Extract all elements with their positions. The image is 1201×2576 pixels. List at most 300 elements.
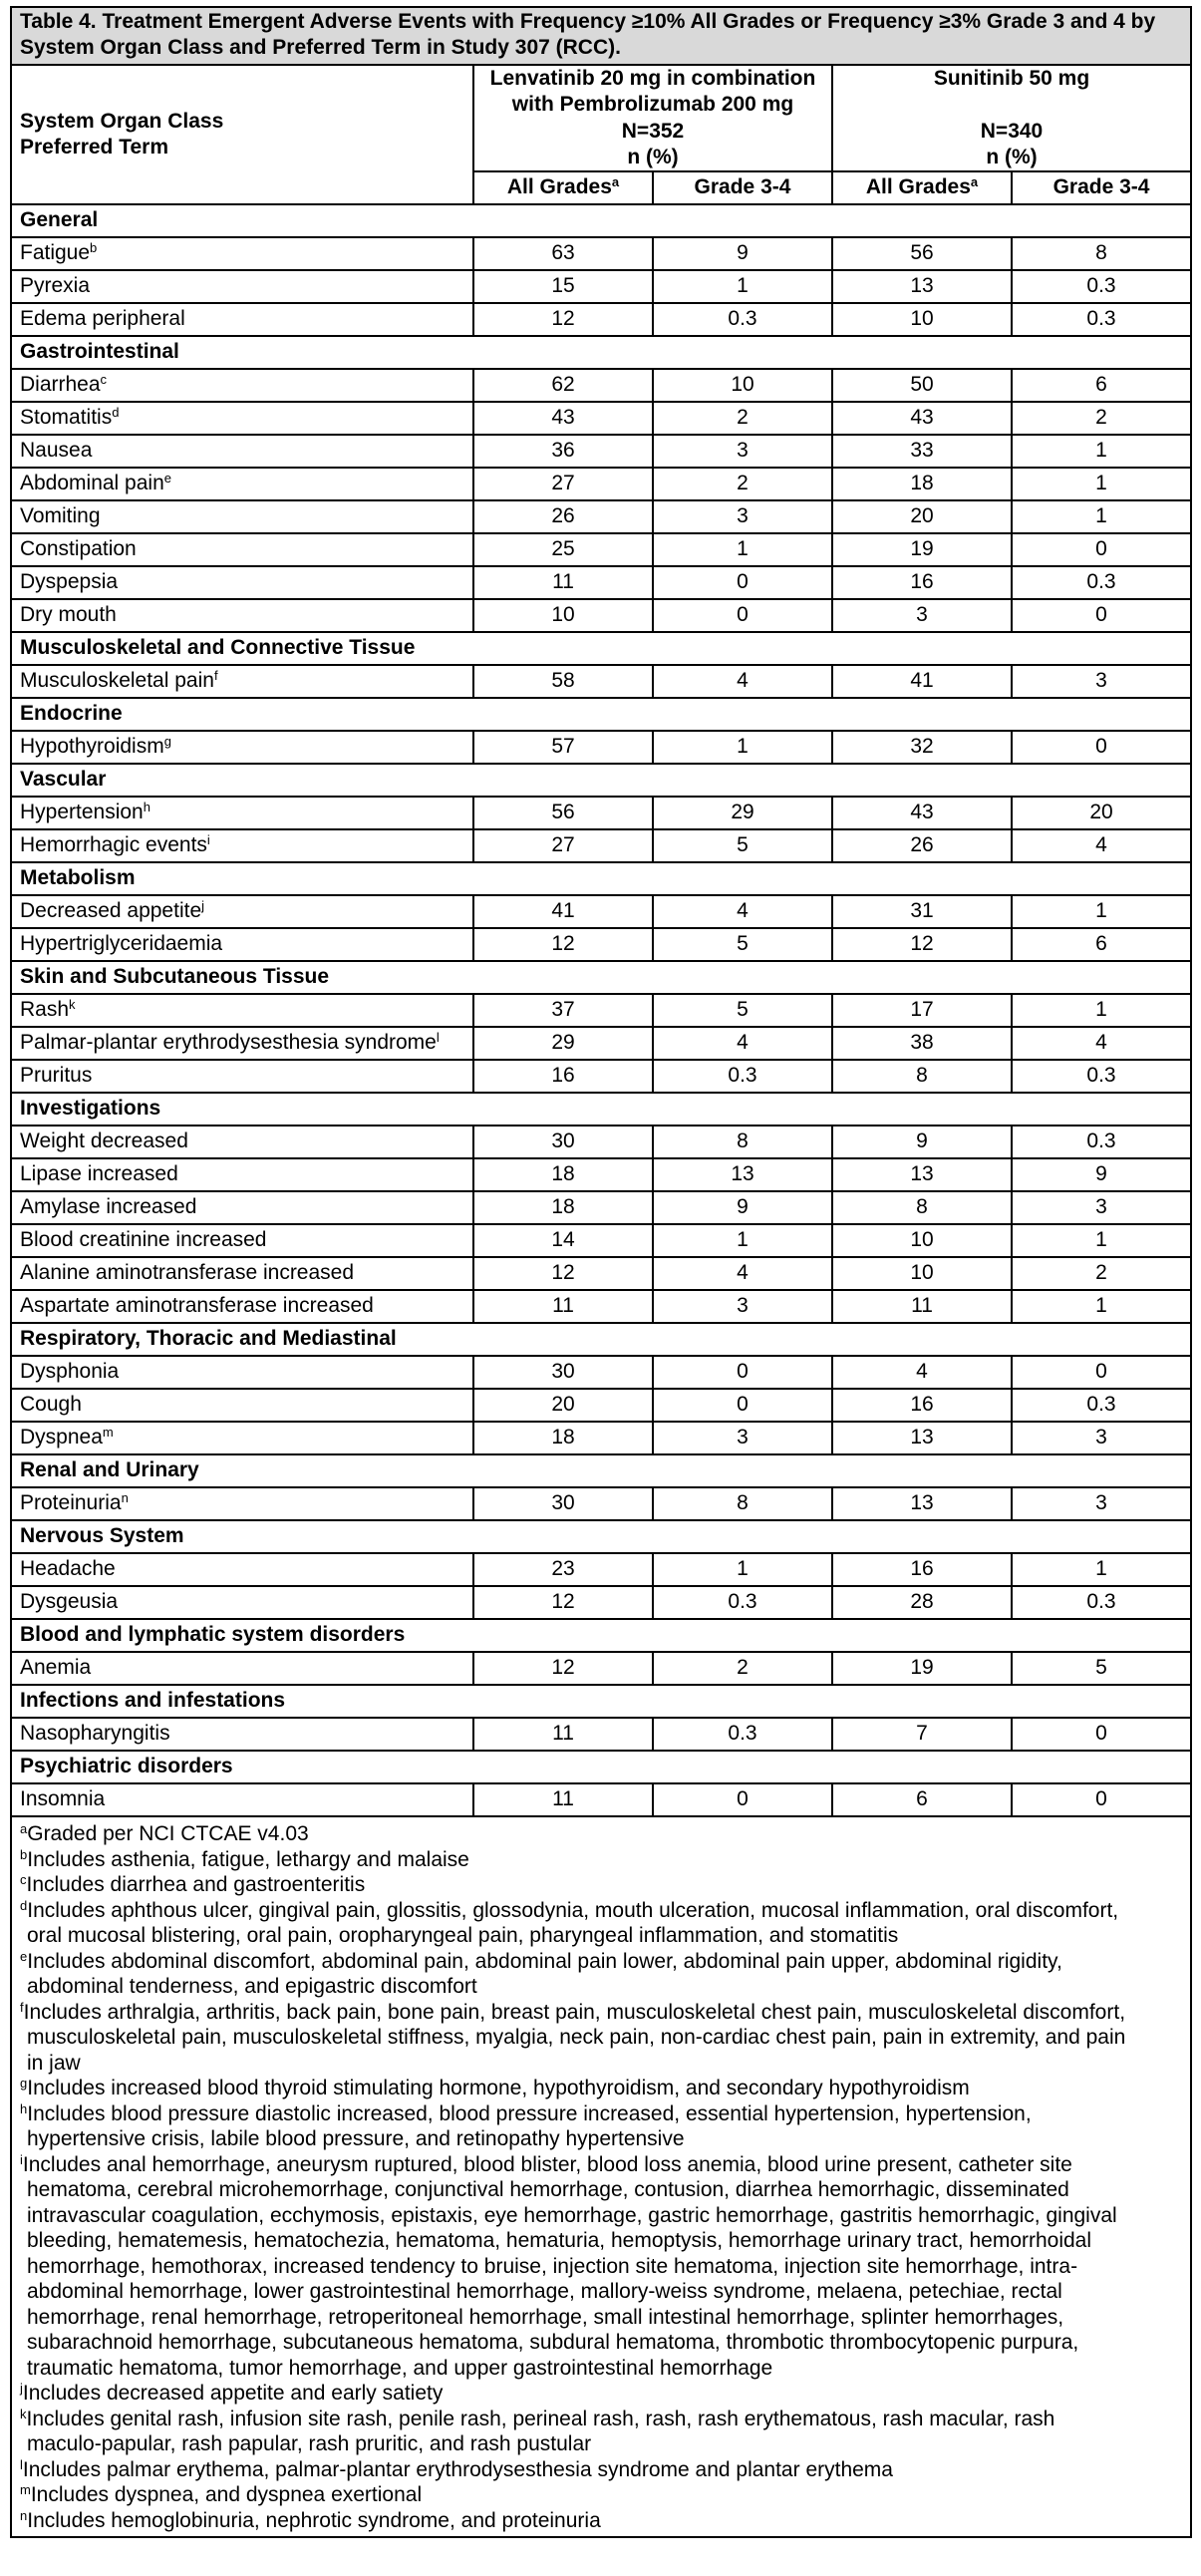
lenvatinib-all-grades-cell: 30	[473, 1356, 653, 1389]
term-column-header	[11, 65, 473, 204]
footnote-text: Includes blood pressure diastolic increased, blood pressure increased, essential hypertension, hypertension,	[27, 2101, 1032, 2125]
preferred-term-cell	[11, 566, 473, 599]
sunitinib-all-grades-cell: 32	[832, 731, 1012, 764]
sunitinib-grade34-cell: 1	[1012, 500, 1191, 533]
preferred-term-cell	[11, 1027, 473, 1060]
footnote-line	[20, 1898, 1182, 1924]
preferred-term: Stomatitis	[20, 406, 113, 430]
footnote-line	[20, 2000, 1182, 2026]
preferred-term: Lipase increased	[20, 1162, 178, 1186]
lenvatinib-grade34-cell: 1	[653, 731, 832, 764]
preferred-term: Fatigue	[20, 241, 91, 265]
footnote	[20, 2000, 1182, 2077]
lenvatinib-grade34-cell: 0.3	[653, 1586, 832, 1619]
table-row	[11, 468, 1191, 500]
preferred-term-cell	[11, 1553, 473, 1586]
footnote-text: Graded per NCI CTCAE v4.03	[27, 1822, 309, 1846]
lenvatinib-all-grades-cell: 56	[473, 797, 653, 829]
footnote	[20, 1949, 1182, 2000]
sunitinib-grade34-cell: 6	[1012, 928, 1191, 961]
footnote-line	[20, 2101, 1182, 2127]
preferred-term: Hemorrhagic events	[20, 833, 207, 857]
soc-row	[11, 632, 1191, 665]
footnote-text: Includes palmar erythema, palmar-plantar erythrodysesthesia syndrome and plantar erythema	[22, 2457, 893, 2481]
footnote-tag: c	[20, 1872, 27, 1888]
sunitinib-all-grades-cell: 38	[832, 1027, 1012, 1060]
table-row	[11, 829, 1191, 862]
sunitinib-all-grades-cell: 18	[832, 468, 1012, 500]
sunitinib-all-grades-cell: 8	[832, 1191, 1012, 1224]
sunitinib-grade34-cell: 1	[1012, 994, 1191, 1027]
preferred-term: Diarrhea	[20, 373, 101, 397]
footnote-marker: j	[201, 898, 205, 914]
lenvatinib-all-grades-cell: 12	[473, 303, 653, 336]
footnote-text: Includes hemoglobinuria, nephrotic syndrome, and proteinuria	[27, 2508, 601, 2532]
sunitinib-grade34-cell: 1	[1012, 1553, 1191, 1586]
table-row	[11, 566, 1191, 599]
lenvatinib-grade34-cell: 3	[653, 435, 832, 468]
sunitinib-all-grades-cell: 17	[832, 994, 1012, 1027]
lenvatinib-all-grades-cell: 29	[473, 1027, 653, 1060]
lenvatinib-all-grades-cell: 58	[473, 665, 653, 698]
footnote-tag: l	[20, 2456, 23, 2472]
footnote-marker: e	[163, 471, 171, 486]
lenvatinib-grade34-cell: 3	[653, 500, 832, 533]
lenvatinib-all-grades-cell: 12	[473, 1586, 653, 1619]
footnote-marker: i	[206, 832, 210, 848]
footnote-marker: m	[102, 1425, 114, 1441]
footnote-line	[20, 2381, 1182, 2407]
sunitinib-all-grades-cell: 12	[832, 928, 1012, 961]
lenvatinib-all-grades-cell: 12	[473, 1652, 653, 1685]
preferred-term-cell	[11, 1586, 473, 1619]
footnote-marker: c	[100, 372, 108, 388]
soc-heading: Psychiatric disorders	[11, 1751, 1191, 1783]
footnote-text: bleeding, hematemesis, hematochezia, hematoma, hematuria, hemoptysis, hemorrhage urinary tract, hemorrhoidal	[27, 2229, 1092, 2253]
table-row	[11, 237, 1191, 270]
footnote-marker: n	[121, 1490, 129, 1506]
table-row	[11, 994, 1191, 1027]
footnote	[20, 2407, 1182, 2457]
footnote-line	[20, 2228, 1182, 2254]
footnote-line	[20, 1821, 1182, 1847]
preferred-term: Anemia	[20, 1656, 92, 1680]
preferred-term-cell	[11, 303, 473, 336]
lenvatinib-grade34-cell: 5	[653, 829, 832, 862]
preferred-term-cell	[11, 599, 473, 632]
sunitinib-grade34-cell: 3	[1012, 665, 1191, 698]
sunitinib-all-grades-cell: 13	[832, 1158, 1012, 1191]
sunitinib-all-grades-cell: 16	[832, 566, 1012, 599]
sunitinib-grade34-cell: 0	[1012, 1783, 1191, 1816]
footnote-text: Includes aphthous ulcer, gingival pain, glossitis, glossodynia, mouth ulceration, mucosal inflammation, oral discomfort,	[27, 1898, 1119, 1922]
soc-row	[11, 961, 1191, 994]
soc-row	[11, 1454, 1191, 1487]
preferred-term: Musculoskeletal pain	[20, 669, 214, 693]
sunitinib-grade34-cell: 20	[1012, 797, 1191, 829]
preferred-term-cell	[11, 1257, 473, 1290]
preferred-term: Dyspnea	[20, 1426, 103, 1449]
footnote-text: Includes arthralgia, arthritis, back pain, bone pain, breast pain, musculoskeletal chest pain, musculoskeletal discomfort,	[23, 2000, 1126, 2024]
lenvatinib-grade34-cell: 1	[653, 1553, 832, 1586]
footnote	[20, 1821, 1182, 1847]
preferred-term-cell	[11, 1389, 473, 1422]
table-row	[11, 797, 1191, 829]
lenvatinib-grade34-cell: 0	[653, 599, 832, 632]
sunitinib-grade34-cell: 8	[1012, 237, 1191, 270]
soc-heading: Infections and infestations	[11, 1685, 1191, 1718]
sunitinib-all-grades-cell: 8	[832, 1060, 1012, 1093]
lenvatinib-grade34-cell: 2	[653, 468, 832, 500]
table-row	[11, 1224, 1191, 1257]
footnote-tag: d	[20, 1897, 28, 1913]
footnote-line	[20, 2305, 1182, 2331]
preferred-term: Alanine aminotransferase increased	[20, 1261, 355, 1285]
sunitinib-grade34-cell: 0	[1012, 1356, 1191, 1389]
footnote-tag: h	[20, 2100, 28, 2116]
table-row	[11, 1652, 1191, 1685]
footnote	[20, 1872, 1182, 1898]
sunitinib-all-grades-cell: 43	[832, 402, 1012, 435]
table-row	[11, 1191, 1191, 1224]
lenvatinib-grade34-cell: 2	[653, 1652, 832, 1685]
soc-heading: Gastrointestinal	[11, 336, 1191, 369]
sunitinib-grade34-cell: 0.3	[1012, 1389, 1191, 1422]
lenvatinib-all-grades-cell: 62	[473, 369, 653, 402]
preferred-term: Dysgeusia	[20, 1590, 119, 1614]
sunitinib-all-grades-cell: 33	[832, 435, 1012, 468]
preferred-term-cell	[11, 731, 473, 764]
preferred-term: Dysphonia	[20, 1360, 120, 1384]
footnote-line	[20, 2431, 1182, 2457]
preferred-term: Abdominal pain	[20, 472, 164, 495]
footnote-marker: d	[112, 405, 120, 421]
footnote	[20, 1898, 1182, 1949]
table-row	[11, 533, 1191, 566]
preferred-term: Rash	[20, 998, 70, 1022]
preferred-term-cell	[11, 369, 473, 402]
footnote-line	[20, 2508, 1182, 2534]
footnote-text: intravascular coagulation, ecchymosis, epistaxis, eye hemorrhage, gastric hemorrhage, gastritis hemorrhagic, gingival	[27, 2203, 1117, 2227]
sunitinib-grade34-cell: 5	[1012, 1652, 1191, 1685]
footnote-line	[20, 2482, 1182, 2508]
sunitinib-all-grades-cell: 16	[832, 1389, 1012, 1422]
preferred-term-cell	[11, 1191, 473, 1224]
soc-heading: Musculoskeletal and Connective Tissue	[11, 632, 1191, 665]
sunitinib-all-grades-cell: 13	[832, 270, 1012, 303]
lenvatinib-header-line2: with Pembrolizumab 200 mg	[511, 93, 794, 117]
soc-heading: Respiratory, Thoracic and Mediastinal	[11, 1323, 1191, 1356]
preferred-term-cell	[11, 895, 473, 928]
table-row	[11, 1158, 1191, 1191]
sunitinib-grade34-cell: 2	[1012, 1257, 1191, 1290]
lenvatinib-all-grades-cell: 26	[473, 500, 653, 533]
lenvatinib-grade34-cell: 8	[653, 1126, 832, 1158]
footnote-text: traumatic hematoma, tumor hemorrhage, and upper gastrointestinal hemorrhage	[27, 2356, 773, 2380]
preferred-term-cell	[11, 1158, 473, 1191]
footnote-line	[20, 1923, 1182, 1949]
preferred-term: Pyrexia	[20, 274, 91, 298]
footnote-text: Includes asthenia, fatigue, lethargy and malaise	[27, 1847, 469, 1871]
sunitinib-grade34-cell: 0.3	[1012, 1060, 1191, 1093]
table-row	[11, 1389, 1191, 1422]
footnote	[20, 2381, 1182, 2407]
footnote	[20, 2482, 1182, 2508]
table-row	[11, 500, 1191, 533]
footnote-text: oral mucosal blistering, oral pain, oropharyngeal pain, pharyngeal inflammation, and stomatitis	[27, 1924, 899, 1948]
sunitinib-all-grades-cell: 10	[832, 1257, 1012, 1290]
footnote	[20, 1847, 1182, 1873]
term-header-line1: System Organ Class	[20, 109, 224, 133]
soc-row	[11, 1619, 1191, 1652]
footnote-text: hypertensive crisis, labile blood pressure, and retinopathy hypertensive	[27, 2127, 685, 2151]
footnote-line	[20, 2177, 1182, 2203]
footnote-text: subarachnoid hemorrhage, subcutaneous hematoma, subdural hematoma, thrombotic thrombocytopenic purpura,	[27, 2331, 1079, 2355]
lenvatinib-all-grades-cell: 23	[473, 1553, 653, 1586]
lenvatinib-header-line3: N=352	[621, 119, 685, 143]
footnote	[20, 2152, 1182, 2382]
preferred-term: Amylase increased	[20, 1195, 197, 1219]
lenvatinib-all-grades-cell: 11	[473, 1783, 653, 1816]
preferred-term: Palmar-plantar erythrodysesthesia syndrome	[20, 1031, 437, 1055]
lenvatinib-grade34-cell: 4	[653, 1027, 832, 1060]
table-row	[11, 665, 1191, 698]
footnote-marker: k	[69, 997, 76, 1013]
footnote-line	[20, 2330, 1182, 2356]
lenvatinib-all-grades-cell: 63	[473, 237, 653, 270]
preferred-term: Headache	[20, 1557, 116, 1581]
sunitinib-all-grades-cell: 9	[832, 1126, 1012, 1158]
preferred-term-cell	[11, 1718, 473, 1751]
preferred-term-cell	[11, 1652, 473, 1685]
sunitinib-header-line1: Sunitinib 50 mg	[933, 67, 1090, 91]
lenvatinib-all-grades-cell: 27	[473, 829, 653, 862]
sunitinib-grade34-cell: 0.3	[1012, 566, 1191, 599]
table-row	[11, 1027, 1191, 1060]
footnote-line	[20, 2356, 1182, 2382]
footnote-marker: h	[143, 800, 150, 815]
lenvatinib-grade34-cell: 5	[653, 928, 832, 961]
table-row	[11, 1586, 1191, 1619]
lenvatinib-all-grades-cell: 30	[473, 1126, 653, 1158]
preferred-term-cell	[11, 533, 473, 566]
footnote-marker: l	[436, 1030, 440, 1046]
lenvatinib-all-grades-cell: 30	[473, 1487, 653, 1520]
footnotes	[11, 1816, 1191, 2537]
soc-heading: Renal and Urinary	[11, 1454, 1191, 1487]
sunitinib-grade34-cell: 0.3	[1012, 1126, 1191, 1158]
footnote-text: hemorrhage, hemothorax, increased tendency to bruise, injection site hematoma, injection site hemorrhage, intra-	[27, 2254, 1078, 2278]
footnote-line	[20, 1974, 1182, 2000]
preferred-term: Nasopharyngitis	[20, 1722, 170, 1746]
lenvatinib-all-grades-cell: 57	[473, 731, 653, 764]
sunitinib-all-grades-cell: 43	[832, 797, 1012, 829]
lenvatinib-grade34-cell: 3	[653, 1290, 832, 1323]
preferred-term: Edema peripheral	[20, 307, 185, 331]
preferred-term-cell	[11, 435, 473, 468]
footnote-line	[20, 2254, 1182, 2280]
preferred-term: Dyspepsia	[20, 570, 119, 594]
lenvatinib-grade34-cell: 0	[653, 1389, 832, 1422]
table-title: Table 4. Treatment Emergent Adverse Events with Frequency ≥10% All Grades or Frequency ≥3% Grade 3 and 4 by System Organ Class and Preferred Term in Study 307 (RCC).	[11, 7, 1191, 65]
sunitinib-grade34-cell: 4	[1012, 1027, 1191, 1060]
preferred-term: Nausea	[20, 439, 93, 463]
preferred-term-cell	[11, 402, 473, 435]
footnote	[20, 2101, 1182, 2152]
preferred-term-cell	[11, 1290, 473, 1323]
sunitinib-grade34-cell: 1	[1012, 435, 1191, 468]
preferred-term: Insomnia	[20, 1787, 106, 1811]
soc-heading: Vascular	[11, 764, 1191, 797]
sunitinib-all-grades-cell: 56	[832, 237, 1012, 270]
table-row	[11, 1487, 1191, 1520]
sunitinib-all-grades-cell: 11	[832, 1290, 1012, 1323]
sunitinib-all-grades-cell: 16	[832, 1553, 1012, 1586]
footnote-tag: m	[20, 2482, 31, 2498]
lenvatinib-grade34-cell: 8	[653, 1487, 832, 1520]
table-row	[11, 895, 1191, 928]
sunitinib-grade34-cell: 0	[1012, 731, 1191, 764]
soc-row	[11, 764, 1191, 797]
sunitinib-all-grades-cell: 19	[832, 1652, 1012, 1685]
preferred-term: Aspartate aminotransferase increased	[20, 1294, 374, 1318]
term-header-line2: Preferred Term	[20, 136, 169, 160]
preferred-term: Hypertriglyceridaemia	[20, 932, 223, 956]
preferred-term: Constipation	[20, 537, 137, 561]
footnote-line	[20, 2126, 1182, 2152]
footnote-tag: a	[20, 1821, 28, 1837]
preferred-term-cell	[11, 1422, 473, 1454]
table-row	[11, 435, 1191, 468]
soc-row	[11, 1520, 1191, 1553]
sunitinib-all-grades-cell: 50	[832, 369, 1012, 402]
lenvatinib-grade34-cell: 0.3	[653, 1060, 832, 1093]
preferred-term-cell	[11, 237, 473, 270]
footnote-tag: k	[20, 2406, 27, 2421]
lenvatinib-all-grades-cell: 43	[473, 402, 653, 435]
lenvatinib-all-grades-cell: 27	[473, 468, 653, 500]
soc-row	[11, 1093, 1191, 1126]
soc-row	[11, 336, 1191, 369]
sunitinib-grade34-cell: 3	[1012, 1422, 1191, 1454]
footnote-tag: n	[20, 2507, 28, 2523]
lenvatinib-all-grades-cell: 11	[473, 566, 653, 599]
preferred-term: Blood creatinine increased	[20, 1228, 267, 1252]
table-row	[11, 1783, 1191, 1816]
lenvatinib-all-grades-cell: 20	[473, 1389, 653, 1422]
lenvatinib-all-grades-cell: 36	[473, 435, 653, 468]
table-row	[11, 1553, 1191, 1586]
footnote-line	[20, 2076, 1182, 2101]
table-row	[11, 599, 1191, 632]
soc-heading: Endocrine	[11, 698, 1191, 731]
footnote-line	[20, 1949, 1182, 1975]
preferred-term: Hypertension	[20, 801, 144, 824]
lenvatinib-grade34-cell: 4	[653, 1257, 832, 1290]
soc-row	[11, 1685, 1191, 1718]
sunitinib-grade34-cell: 1	[1012, 1224, 1191, 1257]
table-row	[11, 731, 1191, 764]
table-row	[11, 928, 1191, 961]
preferred-term: Decreased appetite	[20, 899, 202, 923]
sunitinib-grade34-cell: 3	[1012, 1487, 1191, 1520]
sunitinib-grade34-cell: 0.3	[1012, 1586, 1191, 1619]
footnote-tag: f	[20, 1999, 24, 2015]
table-row	[11, 369, 1191, 402]
footnote-tag: g	[20, 2076, 28, 2092]
table-row	[11, 402, 1191, 435]
lenvatinib-all-grades-cell: 18	[473, 1191, 653, 1224]
footnote-line	[20, 1847, 1182, 1873]
footnote-tag: b	[20, 1846, 28, 1862]
preferred-term-cell	[11, 1126, 473, 1158]
footnote-text: Includes anal hemorrhage, aneurysm ruptured, blood blister, blood loss anemia, blood urine present, catheter site	[22, 2152, 1072, 2176]
sunitinib-grade34-cell: 1	[1012, 1290, 1191, 1323]
footnote-tag: e	[20, 1948, 28, 1964]
lenvatinib-grade34-cell: 4	[653, 895, 832, 928]
footnote-text: abdominal tenderness, and epigastric discomfort	[27, 1975, 477, 1999]
lenvatinib-grade34-cell: 29	[653, 797, 832, 829]
footnote	[20, 2508, 1182, 2534]
lenvatinib-grade34-cell: 10	[653, 369, 832, 402]
lenvatinib-all-grades-cell: 11	[473, 1718, 653, 1751]
sunitinib-all-grades-cell: 6	[832, 1783, 1012, 1816]
lenvatinib-header-line1: Lenvatinib 20 mg in combination	[489, 67, 816, 91]
lenvatinib-grade34-header: Grade 3-4	[653, 171, 832, 204]
footnote-tag: j	[20, 2381, 23, 2397]
lenvatinib-grade34-cell: 0	[653, 1783, 832, 1816]
lenvatinib-grade34-cell: 0.3	[653, 303, 832, 336]
sunitinib-group-header	[832, 65, 1191, 171]
soc-row	[11, 1751, 1191, 1783]
preferred-term: Vomiting	[20, 504, 101, 528]
lenvatinib-all-grades-cell: 37	[473, 994, 653, 1027]
soc-heading: Blood and lymphatic system disorders	[11, 1619, 1191, 1652]
sunitinib-all-grades-cell: 3	[832, 599, 1012, 632]
footnote-marker: f	[213, 668, 218, 684]
preferred-term: Proteinuria	[20, 1491, 122, 1515]
preferred-term-cell	[11, 665, 473, 698]
footnote-line	[20, 2152, 1182, 2178]
table-row	[11, 1718, 1191, 1751]
footnote-marker: g	[163, 734, 171, 750]
preferred-term-cell	[11, 797, 473, 829]
sunitinib-grade34-cell: 2	[1012, 402, 1191, 435]
sunitinib-all-grades-cell: 41	[832, 665, 1012, 698]
footnote-line	[20, 2025, 1182, 2051]
sunitinib-all-grades-cell: 20	[832, 500, 1012, 533]
sunitinib-all-grades-cell: 7	[832, 1718, 1012, 1751]
sunitinib-all-grades-cell: 31	[832, 895, 1012, 928]
footnote-marker: b	[90, 240, 98, 256]
sunitinib-all-grades-cell: 10	[832, 303, 1012, 336]
lenvatinib-all-grades-cell: 18	[473, 1158, 653, 1191]
preferred-term: Pruritus	[20, 1064, 93, 1088]
sunitinib-all-grades-cell: 28	[832, 1586, 1012, 1619]
footnote-tag: i	[20, 2151, 23, 2167]
lenvatinib-all-grades-cell: 11	[473, 1290, 653, 1323]
sunitinib-grade34-cell: 0.3	[1012, 270, 1191, 303]
preferred-term-cell	[11, 1356, 473, 1389]
sunitinib-grade34-header: Grade 3-4	[1012, 171, 1191, 204]
sunitinib-grade34-cell: 4	[1012, 829, 1191, 862]
footnote-text: abdominal hemorrhage, lower gastrointestinal hemorrhage, mallory-weiss syndrome, melaena, petechiae, rectal	[27, 2280, 1062, 2304]
footnote-line	[20, 1872, 1182, 1898]
footnote	[20, 2076, 1182, 2101]
sunitinib-grade34-cell: 0.3	[1012, 303, 1191, 336]
table-row	[11, 1290, 1191, 1323]
footnote-line	[20, 2457, 1182, 2483]
